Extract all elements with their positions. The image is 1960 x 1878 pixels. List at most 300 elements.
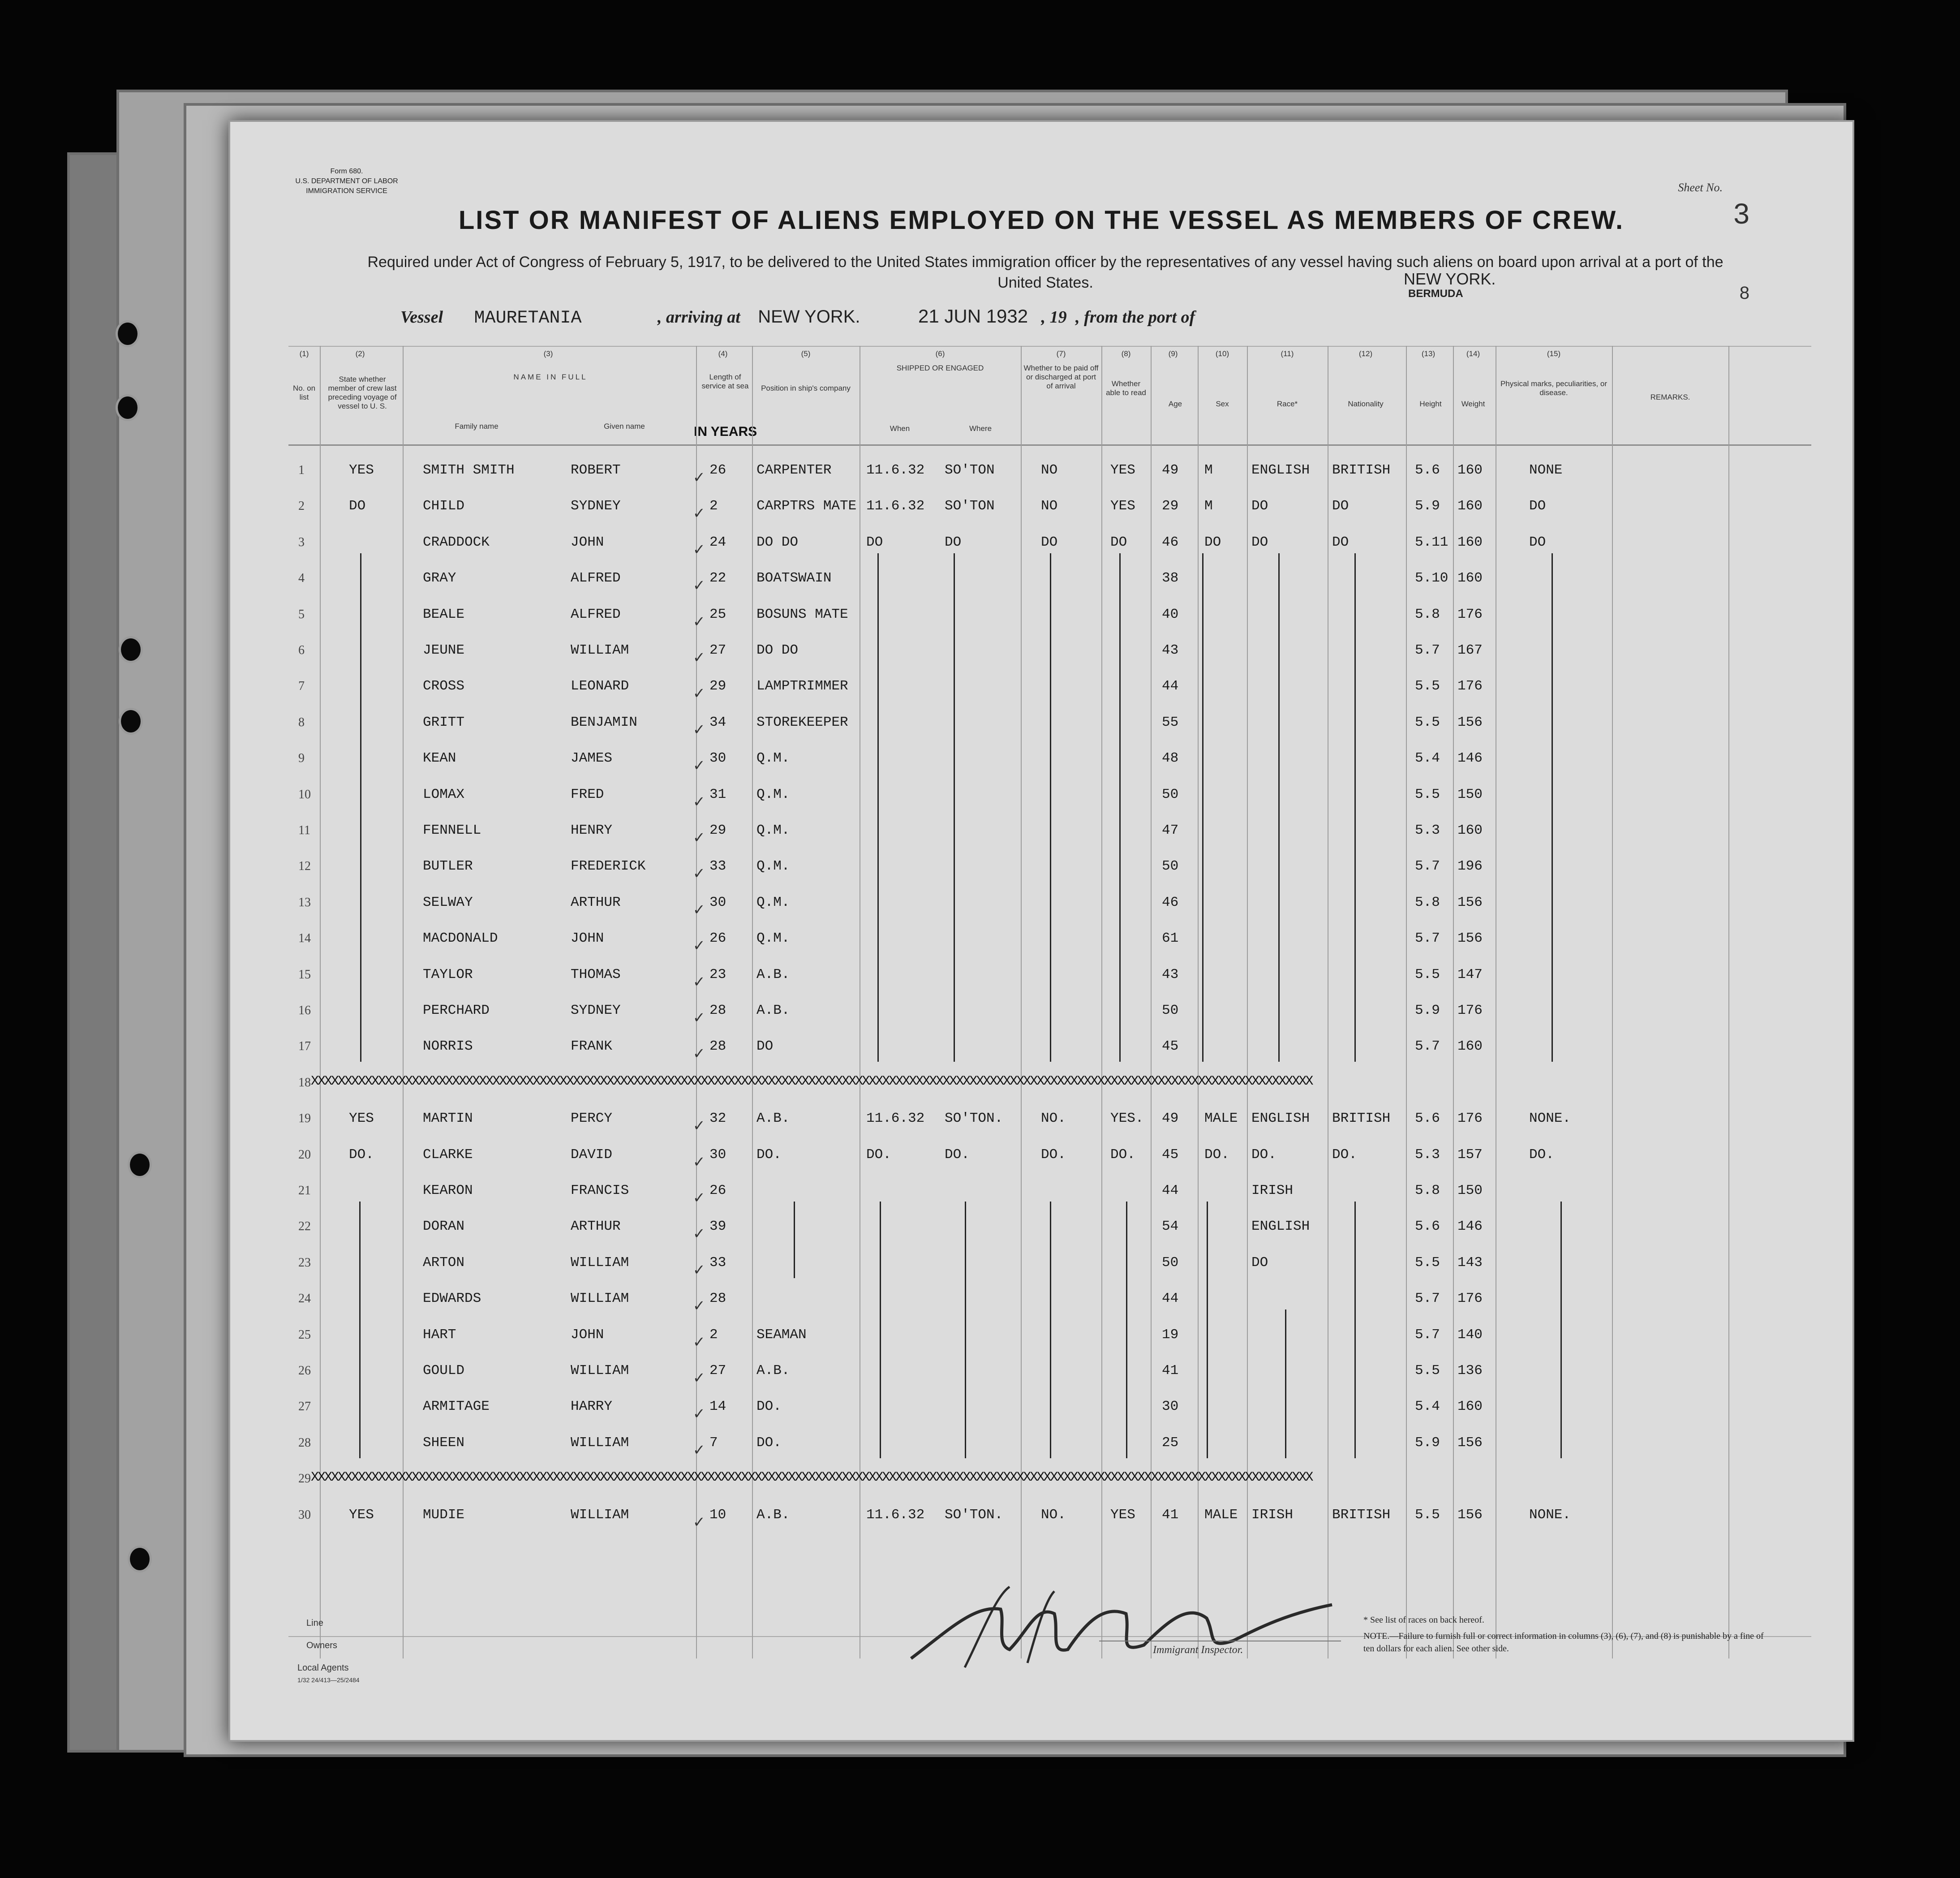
family-name-cell: PERCHARD bbox=[423, 1003, 490, 1018]
header-nationality: Nationality bbox=[1348, 400, 1384, 408]
weight-cell: 146 bbox=[1457, 1219, 1483, 1235]
age-cell: 43 bbox=[1162, 966, 1179, 982]
years-cell: 2 bbox=[709, 1327, 718, 1343]
position-cell: Q.M. bbox=[756, 858, 790, 874]
age-cell: 48 bbox=[1162, 750, 1179, 767]
row-number: 12 bbox=[298, 859, 311, 874]
column-number: (6) bbox=[935, 349, 945, 358]
weight-cell: 176 bbox=[1457, 678, 1483, 694]
family-name-cell: LOMAX bbox=[423, 786, 465, 802]
ditto-line bbox=[360, 553, 361, 1062]
family-name-cell: ARTON bbox=[423, 1254, 465, 1271]
age-cell: 44 bbox=[1162, 678, 1179, 694]
age-cell: 50 bbox=[1162, 858, 1179, 874]
weight-cell: 176 bbox=[1457, 606, 1483, 622]
row-number: 8 bbox=[298, 715, 305, 729]
years-cell: 29 bbox=[709, 823, 726, 838]
check-mark-icon: ✓ bbox=[694, 1225, 704, 1245]
family-name-cell: SELWAY bbox=[423, 894, 473, 910]
column-number: (15) bbox=[1547, 349, 1561, 358]
read-cell: DO bbox=[1110, 534, 1127, 550]
check-mark-icon: ✓ bbox=[694, 685, 704, 704]
check-mark-icon: ✓ bbox=[694, 649, 704, 668]
weight-cell: 160 bbox=[1457, 1399, 1483, 1415]
paid-off-cell: NO. bbox=[1041, 1507, 1066, 1523]
position-cell: DO. bbox=[756, 1399, 782, 1415]
check-mark-icon: ✓ bbox=[694, 577, 704, 596]
column-number: (11) bbox=[1281, 349, 1294, 358]
given-name-cell: FRED bbox=[571, 786, 604, 802]
given-name-cell: SYDNEY bbox=[571, 1003, 621, 1018]
when-cell: 11.6.32 bbox=[866, 1507, 925, 1523]
family-name-cell: CHILD bbox=[423, 498, 465, 514]
age-cell: 46 bbox=[1162, 894, 1179, 910]
check-mark-icon: ✓ bbox=[694, 540, 704, 560]
position-cell: STOREKEEPER bbox=[756, 714, 848, 730]
age-cell: 19 bbox=[1162, 1327, 1179, 1343]
weight-cell: 167 bbox=[1457, 642, 1483, 658]
age-cell: 25 bbox=[1162, 1434, 1179, 1451]
weight-cell: 160 bbox=[1457, 498, 1483, 514]
given-name-cell: ARTHUR bbox=[571, 894, 621, 910]
given-name-cell: ARTHUR bbox=[571, 1219, 621, 1235]
family-name-cell: GOULD bbox=[423, 1363, 465, 1378]
age-cell: 30 bbox=[1162, 1399, 1179, 1415]
family-name-cell: MUDIE bbox=[423, 1507, 465, 1523]
from-port-alt: BERMUDA bbox=[1408, 288, 1463, 300]
family-name-cell: DORAN bbox=[423, 1219, 465, 1235]
header-age: Age bbox=[1168, 400, 1182, 408]
race-cell: DO bbox=[1251, 498, 1268, 514]
height-cell: 5.7 bbox=[1415, 858, 1440, 874]
row-number: 24 bbox=[298, 1292, 311, 1306]
column-number: (2) bbox=[355, 349, 365, 358]
where-cell: DO. bbox=[945, 1146, 970, 1163]
arriving-port: NEW YORK. bbox=[758, 307, 860, 327]
given-name-cell: JOHN bbox=[571, 534, 604, 550]
physical-marks-cell: DO. bbox=[1529, 1146, 1554, 1163]
family-name-cell: EDWARDS bbox=[423, 1291, 481, 1307]
weight-cell: 143 bbox=[1457, 1254, 1483, 1271]
row-number: 16 bbox=[298, 1004, 311, 1017]
weight-cell: 160 bbox=[1457, 823, 1483, 838]
check-mark-icon: ✓ bbox=[694, 900, 704, 920]
weight-cell: 156 bbox=[1457, 894, 1483, 910]
family-name-cell: HART bbox=[423, 1327, 456, 1343]
height-cell: 5.7 bbox=[1415, 1291, 1440, 1307]
age-cell: 54 bbox=[1162, 1219, 1179, 1235]
age-cell: 43 bbox=[1162, 642, 1179, 658]
years-cell: 24 bbox=[709, 534, 726, 550]
age-cell: 47 bbox=[1162, 823, 1179, 838]
height-cell: 5.10 bbox=[1415, 570, 1449, 586]
years-cell: 27 bbox=[709, 1363, 726, 1378]
family-name-cell: MARTIN bbox=[423, 1111, 473, 1127]
family-name-cell: GRAY bbox=[423, 570, 456, 586]
sex-cell: DO bbox=[1204, 534, 1221, 550]
footer-owners-label: Owners bbox=[306, 1641, 337, 1650]
height-cell: 5.4 bbox=[1415, 750, 1440, 767]
weight-cell: 150 bbox=[1457, 1183, 1483, 1198]
years-cell: 25 bbox=[709, 606, 726, 622]
manifest-page bbox=[228, 120, 1854, 1742]
family-name-cell: CRADDOCK bbox=[423, 534, 490, 550]
page-title: LIST OR MANIFEST OF ALIENS EMPLOYED ON THE VESSEL AS MEMBERS OF CREW. bbox=[458, 206, 1625, 235]
weight-cell: 176 bbox=[1457, 1111, 1483, 1127]
given-name-cell: SYDNEY bbox=[571, 498, 621, 514]
header-length-service: Length of service at sea bbox=[701, 373, 749, 390]
row-number: 10 bbox=[298, 787, 311, 801]
header-shipped: SHIPPED OR ENGAGED bbox=[896, 364, 984, 372]
sheet-sub-number: 8 bbox=[1739, 283, 1749, 303]
row-number: 6 bbox=[298, 643, 305, 657]
check-mark-icon: ✓ bbox=[694, 1045, 704, 1064]
ditto-line bbox=[877, 553, 879, 1062]
row-number: 28 bbox=[298, 1435, 311, 1450]
ditto-line bbox=[1552, 553, 1553, 1062]
position-cell: DO. bbox=[756, 1146, 782, 1163]
paid-off-cell: NO bbox=[1041, 498, 1058, 514]
check-mark-icon: ✓ bbox=[694, 865, 704, 884]
state-cell: DO. bbox=[349, 1146, 374, 1163]
years-cell: 39 bbox=[709, 1219, 726, 1235]
table-row bbox=[288, 1148, 1811, 1184]
age-cell: 46 bbox=[1162, 534, 1179, 550]
height-cell: 5.3 bbox=[1415, 823, 1440, 838]
position-cell: A.B. bbox=[756, 1363, 790, 1378]
ditto-line bbox=[1207, 1202, 1208, 1458]
weight-cell: 147 bbox=[1457, 966, 1483, 982]
paid-off-cell: DO bbox=[1041, 534, 1058, 550]
check-mark-icon: ✓ bbox=[694, 973, 704, 992]
punch-hole bbox=[116, 394, 140, 421]
from-port: NEW YORK. bbox=[1404, 270, 1496, 288]
row-number: 11 bbox=[298, 823, 310, 837]
years-cell: 30 bbox=[709, 1146, 726, 1163]
years-cell: 28 bbox=[709, 1038, 726, 1055]
check-mark-icon: ✓ bbox=[694, 793, 704, 812]
ditto-line bbox=[1354, 1202, 1356, 1458]
height-cell: 5.8 bbox=[1415, 894, 1440, 910]
column-number: (8) bbox=[1121, 349, 1131, 358]
age-cell: 45 bbox=[1162, 1038, 1179, 1055]
given-name-cell: DAVID bbox=[571, 1146, 613, 1163]
given-name-cell: WILLIAM bbox=[571, 1363, 629, 1378]
sex-cell: MALE bbox=[1204, 1507, 1238, 1523]
given-name-cell: ROBERT bbox=[571, 462, 621, 478]
height-cell: 5.6 bbox=[1415, 1111, 1440, 1127]
position-cell: Q.M. bbox=[756, 786, 790, 802]
table-row bbox=[288, 1472, 1811, 1508]
read-cell: YES bbox=[1110, 1507, 1135, 1523]
age-cell: 41 bbox=[1162, 1507, 1179, 1523]
table-row bbox=[288, 1111, 1811, 1147]
years-cell: 23 bbox=[709, 966, 726, 982]
years-cell: 26 bbox=[709, 462, 726, 478]
weight-cell: 156 bbox=[1457, 930, 1483, 947]
height-cell: 5.9 bbox=[1415, 498, 1440, 514]
height-cell: 5.5 bbox=[1415, 1363, 1440, 1378]
header-family-name: Family name bbox=[455, 422, 499, 431]
check-mark-icon: ✓ bbox=[694, 937, 704, 956]
state-cell: YES bbox=[349, 1111, 374, 1127]
given-name-cell: LEONARD bbox=[571, 678, 629, 694]
position-cell: BOSUNS MATE bbox=[756, 606, 848, 622]
physical-marks-cell: DO bbox=[1529, 498, 1546, 514]
where-cell: SO'TON bbox=[945, 462, 995, 478]
height-cell: 5.4 bbox=[1415, 1399, 1440, 1415]
check-mark-icon: ✓ bbox=[694, 757, 704, 776]
age-cell: 29 bbox=[1162, 498, 1179, 514]
table-row bbox=[288, 499, 1811, 535]
check-mark-icon: ✓ bbox=[694, 504, 704, 524]
family-name-cell: BEALE bbox=[423, 606, 465, 622]
weight-cell: 160 bbox=[1457, 1038, 1483, 1055]
form-department: U.S. DEPARTMENT OF LABOR bbox=[295, 177, 398, 185]
age-cell: 50 bbox=[1162, 1003, 1179, 1018]
height-cell: 5.7 bbox=[1415, 642, 1440, 658]
ditto-line bbox=[1278, 553, 1280, 1062]
sex-cell: M bbox=[1204, 462, 1213, 478]
column-number: (13) bbox=[1421, 349, 1436, 358]
weight-cell: 176 bbox=[1457, 1003, 1483, 1018]
check-mark-icon: ✓ bbox=[694, 1441, 704, 1460]
row-number: 15 bbox=[298, 967, 311, 982]
check-mark-icon: ✓ bbox=[694, 829, 704, 848]
nationality-cell: DO bbox=[1332, 498, 1349, 514]
years-cell: 32 bbox=[709, 1111, 726, 1127]
years-cell: 28 bbox=[709, 1003, 726, 1018]
years-cell: 33 bbox=[709, 1254, 726, 1271]
race-cell: IRISH bbox=[1251, 1507, 1294, 1523]
row-number: 17 bbox=[298, 1039, 311, 1054]
position-cell: A.B. bbox=[756, 1003, 790, 1018]
ditto-line bbox=[794, 1202, 795, 1278]
header-no-on-list: No. on list bbox=[292, 384, 316, 401]
years-cell: 28 bbox=[709, 1291, 726, 1307]
table-row bbox=[288, 1508, 1811, 1544]
row-number: 25 bbox=[298, 1327, 311, 1342]
position-cell: A.B. bbox=[756, 1507, 790, 1523]
age-cell: 45 bbox=[1162, 1146, 1179, 1163]
header-position: Position in ship's company bbox=[761, 384, 851, 392]
header-name-in-full: NAME IN FULL bbox=[513, 373, 588, 381]
weight-cell: 156 bbox=[1457, 1507, 1483, 1523]
age-cell: 50 bbox=[1162, 1254, 1179, 1271]
given-name-cell: FRANK bbox=[571, 1038, 613, 1055]
check-mark-icon: ✓ bbox=[694, 1369, 704, 1388]
check-mark-icon: ✓ bbox=[694, 1117, 704, 1137]
race-cell: ENGLISH bbox=[1251, 462, 1310, 478]
form-identifier bbox=[257, 167, 436, 196]
year-label: , 19 bbox=[1041, 308, 1067, 327]
nationality-cell: DO. bbox=[1332, 1146, 1357, 1163]
table-top-rule bbox=[288, 346, 1811, 347]
sheet-number: 3 bbox=[1733, 198, 1749, 230]
race-cell: IRISH bbox=[1251, 1183, 1294, 1198]
years-cell: 2 bbox=[709, 498, 718, 514]
struck-out-entry: XXXXXXXXXXXXXXXXXXXXXXXXXXXXXXXXXXXXXXXXXXXXXXXXXXXXXXXXXXXXXXXXXXXXXXXXXXXXXXXXXXXXXXXXXXXXXXXXXXXXXXXXXXXXXXXXXXXXXXXXXXXXXXXXXXXXXXXXXXXXXXXXXXXXX bbox=[311, 1470, 1312, 1486]
race-cell: DO bbox=[1251, 534, 1268, 550]
header-physical-marks: Physical marks, peculiarities, or disease. bbox=[1500, 379, 1608, 397]
weight-cell: 136 bbox=[1457, 1363, 1483, 1378]
years-cell: 22 bbox=[709, 570, 726, 586]
header-remarks: REMARKS. bbox=[1650, 393, 1690, 401]
given-name-cell: BENJAMIN bbox=[571, 714, 637, 730]
given-name-cell: WILLIAM bbox=[571, 1434, 629, 1451]
given-name-cell: JOHN bbox=[571, 1327, 604, 1343]
weight-cell: 160 bbox=[1457, 534, 1483, 550]
punch-hole bbox=[128, 1151, 152, 1178]
column-number: (4) bbox=[718, 349, 728, 358]
row-number: 27 bbox=[298, 1400, 311, 1414]
arrival-date-stamp: 21 JUN 1932 bbox=[918, 306, 1028, 327]
years-cell: 7 bbox=[709, 1434, 718, 1451]
form-number: Form 680. bbox=[330, 168, 363, 175]
weight-cell: 160 bbox=[1457, 570, 1483, 586]
column-number: (1) bbox=[299, 349, 309, 358]
inspector-signature bbox=[893, 1578, 1359, 1676]
when-cell: 11.6.32 bbox=[866, 1111, 925, 1127]
age-cell: 61 bbox=[1162, 930, 1179, 947]
footer-print-code: 1/32 24/413—25/2484 bbox=[297, 1676, 360, 1684]
given-name-cell: FREDERICK bbox=[571, 858, 646, 874]
position-cell: DO. bbox=[756, 1434, 782, 1451]
ditto-line bbox=[1050, 1202, 1051, 1458]
position-cell: A.B. bbox=[756, 1111, 790, 1127]
family-name-cell: KEAN bbox=[423, 750, 456, 767]
given-name-cell: ALFRED bbox=[571, 606, 621, 622]
height-cell: 5.5 bbox=[1415, 1507, 1440, 1523]
check-mark-icon: ✓ bbox=[694, 1009, 704, 1028]
given-name-cell: HARRY bbox=[571, 1399, 613, 1415]
when-cell: DO bbox=[866, 534, 883, 550]
ditto-line bbox=[954, 553, 955, 1062]
header-given-name: Given name bbox=[604, 422, 645, 431]
given-name-cell: WILLIAM bbox=[571, 1291, 629, 1307]
row-number: 5 bbox=[298, 607, 305, 621]
column-number: (5) bbox=[801, 349, 811, 358]
penalty-note: NOTE.—Failure to furnish full or correct information in columns (3), (6), (7), and (8) is punishable by a fine of ten dollars for each alien. See other side. bbox=[1363, 1631, 1764, 1654]
when-cell: DO. bbox=[866, 1146, 891, 1163]
crew-manifest-table bbox=[288, 346, 1811, 1658]
column-number: (14) bbox=[1466, 349, 1480, 358]
row-number: 1 bbox=[298, 463, 305, 477]
weight-cell: 156 bbox=[1457, 714, 1483, 730]
where-cell: SO'TON bbox=[945, 498, 995, 514]
family-name-cell: ARMITAGE bbox=[423, 1399, 490, 1415]
age-cell: 49 bbox=[1162, 462, 1179, 478]
column-number: (7) bbox=[1056, 349, 1066, 358]
row-number: 20 bbox=[298, 1147, 311, 1162]
height-cell: 5.5 bbox=[1415, 966, 1440, 982]
weight-cell: 150 bbox=[1457, 786, 1483, 802]
paid-off-cell: NO. bbox=[1041, 1111, 1066, 1127]
height-cell: 5.8 bbox=[1415, 1183, 1440, 1198]
header-paid-off: Whether to be paid off or discharged at port of arrival bbox=[1023, 364, 1099, 390]
check-mark-icon: ✓ bbox=[694, 720, 704, 740]
punch-hole bbox=[119, 708, 143, 735]
header-able-read: Whether able to read bbox=[1106, 379, 1146, 397]
ditto-line bbox=[880, 1202, 881, 1458]
years-cell: 14 bbox=[709, 1399, 726, 1415]
state-cell: DO bbox=[349, 498, 366, 514]
family-name-cell: FENNELL bbox=[423, 823, 481, 838]
ditto-line bbox=[1354, 553, 1356, 1062]
row-number: 2 bbox=[298, 499, 305, 513]
family-name-cell: SHEEN bbox=[423, 1434, 465, 1451]
family-name-cell: NORRIS bbox=[423, 1038, 473, 1055]
struck-out-entry: XXXXXXXXXXXXXXXXXXXXXXXXXXXXXXXXXXXXXXXXXXXXXXXXXXXXXXXXXXXXXXXXXXXXXXXXXXXXXXXXXXXXXXXXXXXXXXXXXXXXXXXXXXXXXXXXXXXXXXXXXXXXXXXXXXXXXXXXXXXXXXXXXXXXX bbox=[311, 1073, 1312, 1089]
physical-marks-cell: DO bbox=[1529, 534, 1546, 550]
height-cell: 5.9 bbox=[1415, 1003, 1440, 1018]
row-number: 7 bbox=[298, 679, 305, 693]
sheet-label: Sheet No. bbox=[1678, 181, 1723, 194]
years-cell: 30 bbox=[709, 894, 726, 910]
height-cell: 5.7 bbox=[1415, 930, 1440, 947]
column-number: (12) bbox=[1358, 349, 1373, 358]
punch-hole bbox=[119, 636, 143, 663]
inspector-label: Immigrant Inspector. bbox=[1153, 1644, 1243, 1656]
age-cell: 40 bbox=[1162, 606, 1179, 622]
form-service: IMMIGRATION SERVICE bbox=[306, 187, 387, 195]
read-cell: YES. bbox=[1110, 1111, 1144, 1127]
check-mark-icon: ✓ bbox=[694, 1153, 704, 1172]
age-cell: 50 bbox=[1162, 786, 1179, 802]
nationality-cell: DO bbox=[1332, 534, 1349, 550]
when-cell: 11.6.32 bbox=[866, 498, 925, 514]
race-cell: ENGLISH bbox=[1251, 1111, 1310, 1127]
position-cell: DO DO bbox=[756, 534, 799, 550]
height-cell: 5.7 bbox=[1415, 1327, 1440, 1343]
header-where: Where bbox=[969, 424, 992, 433]
row-number: 14 bbox=[298, 931, 311, 946]
position-cell: DO DO bbox=[756, 642, 799, 658]
punch-hole bbox=[128, 1546, 152, 1572]
paid-off-cell: NO bbox=[1041, 462, 1058, 478]
age-cell: 49 bbox=[1162, 1111, 1179, 1127]
when-cell: 11.6.32 bbox=[866, 462, 925, 478]
read-cell: YES bbox=[1110, 462, 1135, 478]
ditto-line bbox=[1285, 1309, 1286, 1458]
years-cell: 29 bbox=[709, 678, 726, 694]
family-name-cell: CLARKE bbox=[423, 1146, 473, 1163]
check-mark-icon: ✓ bbox=[694, 1189, 704, 1208]
height-cell: 5.5 bbox=[1415, 714, 1440, 730]
row-number: 3 bbox=[298, 535, 305, 549]
family-name-cell: JEUNE bbox=[423, 642, 465, 658]
paid-off-cell: DO. bbox=[1041, 1146, 1066, 1163]
age-cell: 44 bbox=[1162, 1291, 1179, 1307]
years-cell: 27 bbox=[709, 642, 726, 658]
race-note: * See list of races on back hereof. bbox=[1363, 1615, 1484, 1625]
check-mark-icon: ✓ bbox=[694, 1405, 704, 1425]
header-weight: Weight bbox=[1461, 400, 1485, 408]
sex-cell: DO. bbox=[1204, 1146, 1229, 1163]
years-cell: 33 bbox=[709, 858, 726, 874]
where-cell: SO'TON. bbox=[945, 1507, 1003, 1523]
weight-cell: 146 bbox=[1457, 750, 1483, 767]
table-row bbox=[288, 1073, 1811, 1111]
column-number: (10) bbox=[1215, 349, 1229, 358]
row-number: 30 bbox=[298, 1508, 311, 1522]
years-cell: 26 bbox=[709, 1183, 726, 1198]
height-cell: 5.11 bbox=[1415, 534, 1449, 550]
nationality-cell: BRITISH bbox=[1332, 1111, 1391, 1127]
row-number: 26 bbox=[298, 1364, 311, 1378]
race-cell: DO. bbox=[1251, 1146, 1277, 1163]
read-cell: DO. bbox=[1110, 1146, 1135, 1163]
